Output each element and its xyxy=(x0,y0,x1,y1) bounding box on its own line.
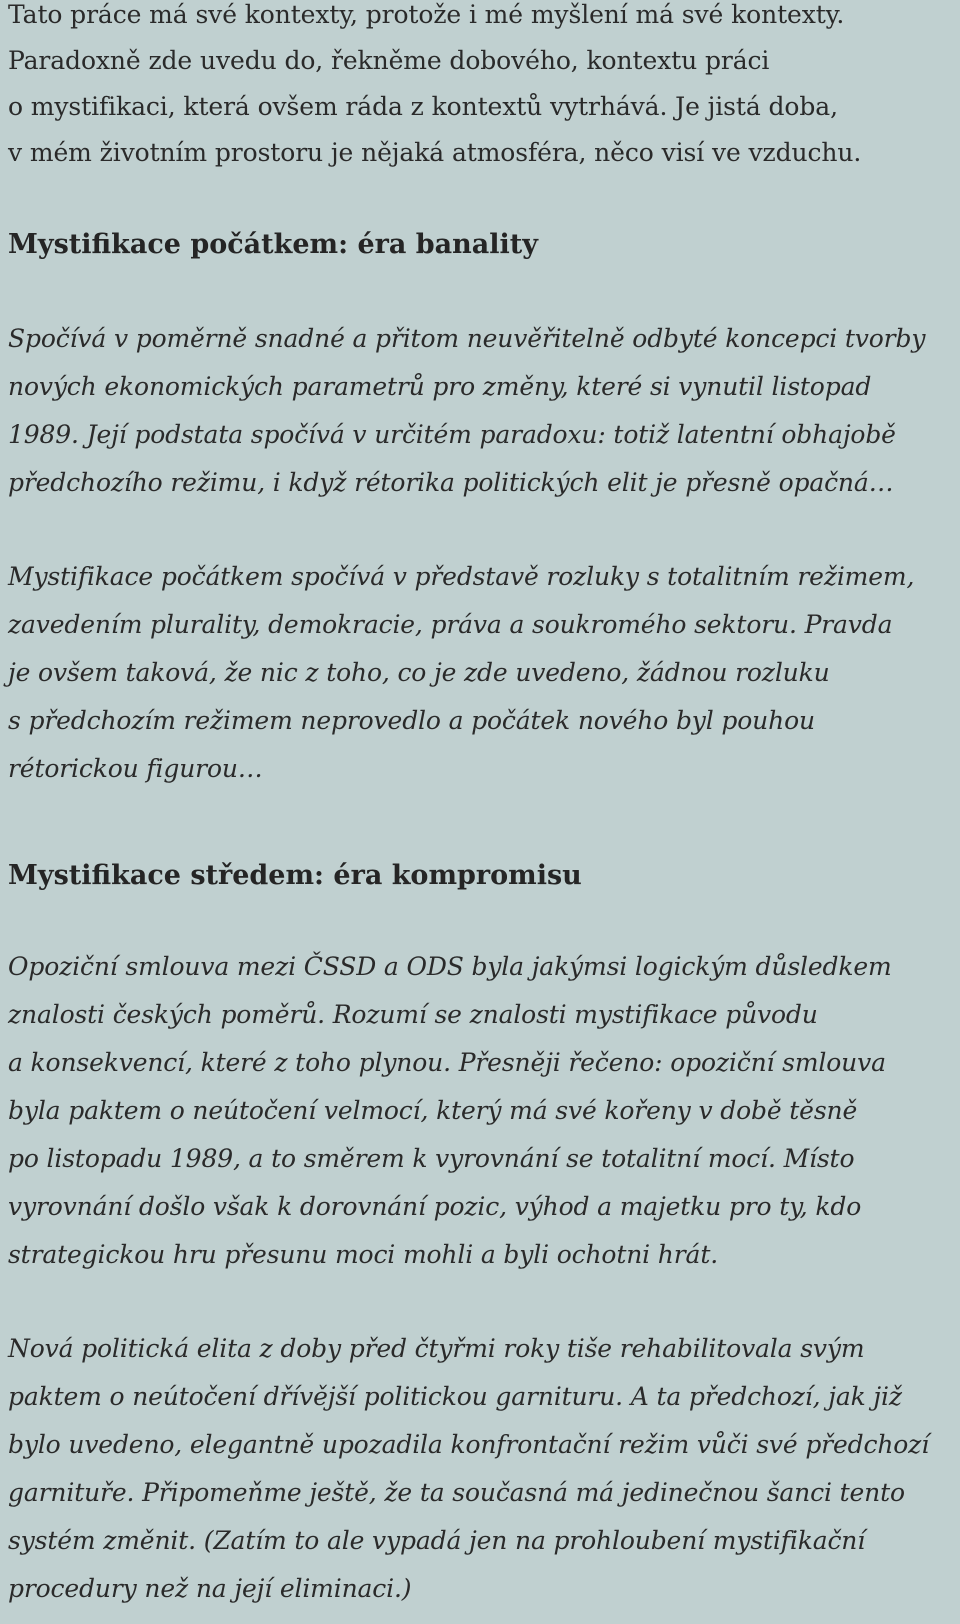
text-line: s předchozím režimem neprovedlo a počátek nového byl pouhou xyxy=(8,706,815,735)
text-line: rétorickou figurou… xyxy=(8,754,263,783)
text-line: vyrovnání došlo však k dorovnání pozic, výhod a majetku pro ty, kdo xyxy=(8,1192,862,1221)
body-paragraph xyxy=(8,943,952,1279)
body-paragraph xyxy=(8,1325,952,1613)
section-heading-compromise: Mystifikace středem: éra kompromisu xyxy=(8,860,582,891)
text-line: po listopadu 1989, a to směrem k vyrovnání se totalitní mocí. Místo xyxy=(8,1144,855,1173)
text-line: procedury než na její eliminaci.) xyxy=(8,1574,412,1603)
text-line: předchozího režimu, i když rétorika politických elit je přesně opačná… xyxy=(8,468,894,497)
text-line: je ovšem taková, že nic z toho, co je zde uvedeno, žádnou rozluku xyxy=(8,658,830,687)
text-line: Opoziční smlouva mezi ČSSD a ODS byla jakýmsi logickým důsledkem xyxy=(8,952,892,981)
text-line: a konsekvencí, které z toho plynou. Přesněji řečeno: opoziční smlouva xyxy=(8,1048,886,1077)
text-line: Nová politická elita z doby před čtyřmi roky tiše rehabilitovala svým xyxy=(8,1334,865,1363)
text-line: Paradoxně zde uvedu do, řekněme dobového, kontextu práci xyxy=(8,46,770,75)
text-line: garnituře. Připomeňme ještě, že ta současná má jedinečnou šanci tento xyxy=(8,1478,905,1507)
body-paragraph xyxy=(8,553,952,793)
text-line: systém změnit. (Zatím to ale vypadá jen na prohloubení mystifikační xyxy=(8,1526,866,1555)
text-line: 1989. Její podstata spočívá v určitém paradoxu: totiž latentní obhajobě xyxy=(8,420,896,449)
text-line: o mystifikaci, která ovšem ráda z kontextů vytrhává. Je jistá doba, xyxy=(8,92,838,121)
text-line: znalosti českých poměrů. Rozumí se znalosti mystifikace původu xyxy=(8,1000,818,1029)
text-line: bylo uvedeno, elegantně upozadila konfrontační režim vůči své předchozí xyxy=(8,1430,930,1459)
text-line: byla paktem o neútočení velmocí, který má své kořeny v době těsně xyxy=(8,1096,858,1125)
section-heading-banality: Mystifikace počátkem: éra banality xyxy=(8,229,538,260)
text-line: nových ekonomických parametrů pro změny, které si vynutil listopad xyxy=(8,372,872,401)
text-line: paktem o neútočení dřívější politickou garnituru. A ta předchozí, jak již xyxy=(8,1382,902,1411)
text-line: v mém životním prostoru je nějaká atmosféra, něco visí ve vzduchu. xyxy=(8,138,862,167)
intro-paragraph xyxy=(8,0,952,176)
text-line: Tato práce má své kontexty, protože i mé myšlení má své kontexty. xyxy=(8,0,845,29)
text-line: zavedením plurality, demokracie, práva a soukromého sektoru. Pravda xyxy=(8,610,893,639)
body-paragraph xyxy=(8,315,952,507)
text-line: Spočívá v poměrně snadné a přitom neuvěřitelně odbyté koncepci tvorby xyxy=(8,324,926,353)
text-line: Mystifikace počátkem spočívá v představě rozluky s totalitním režimem, xyxy=(8,562,915,591)
text-line: strategickou hru přesunu moci mohli a byli ochotni hrát. xyxy=(8,1240,719,1269)
